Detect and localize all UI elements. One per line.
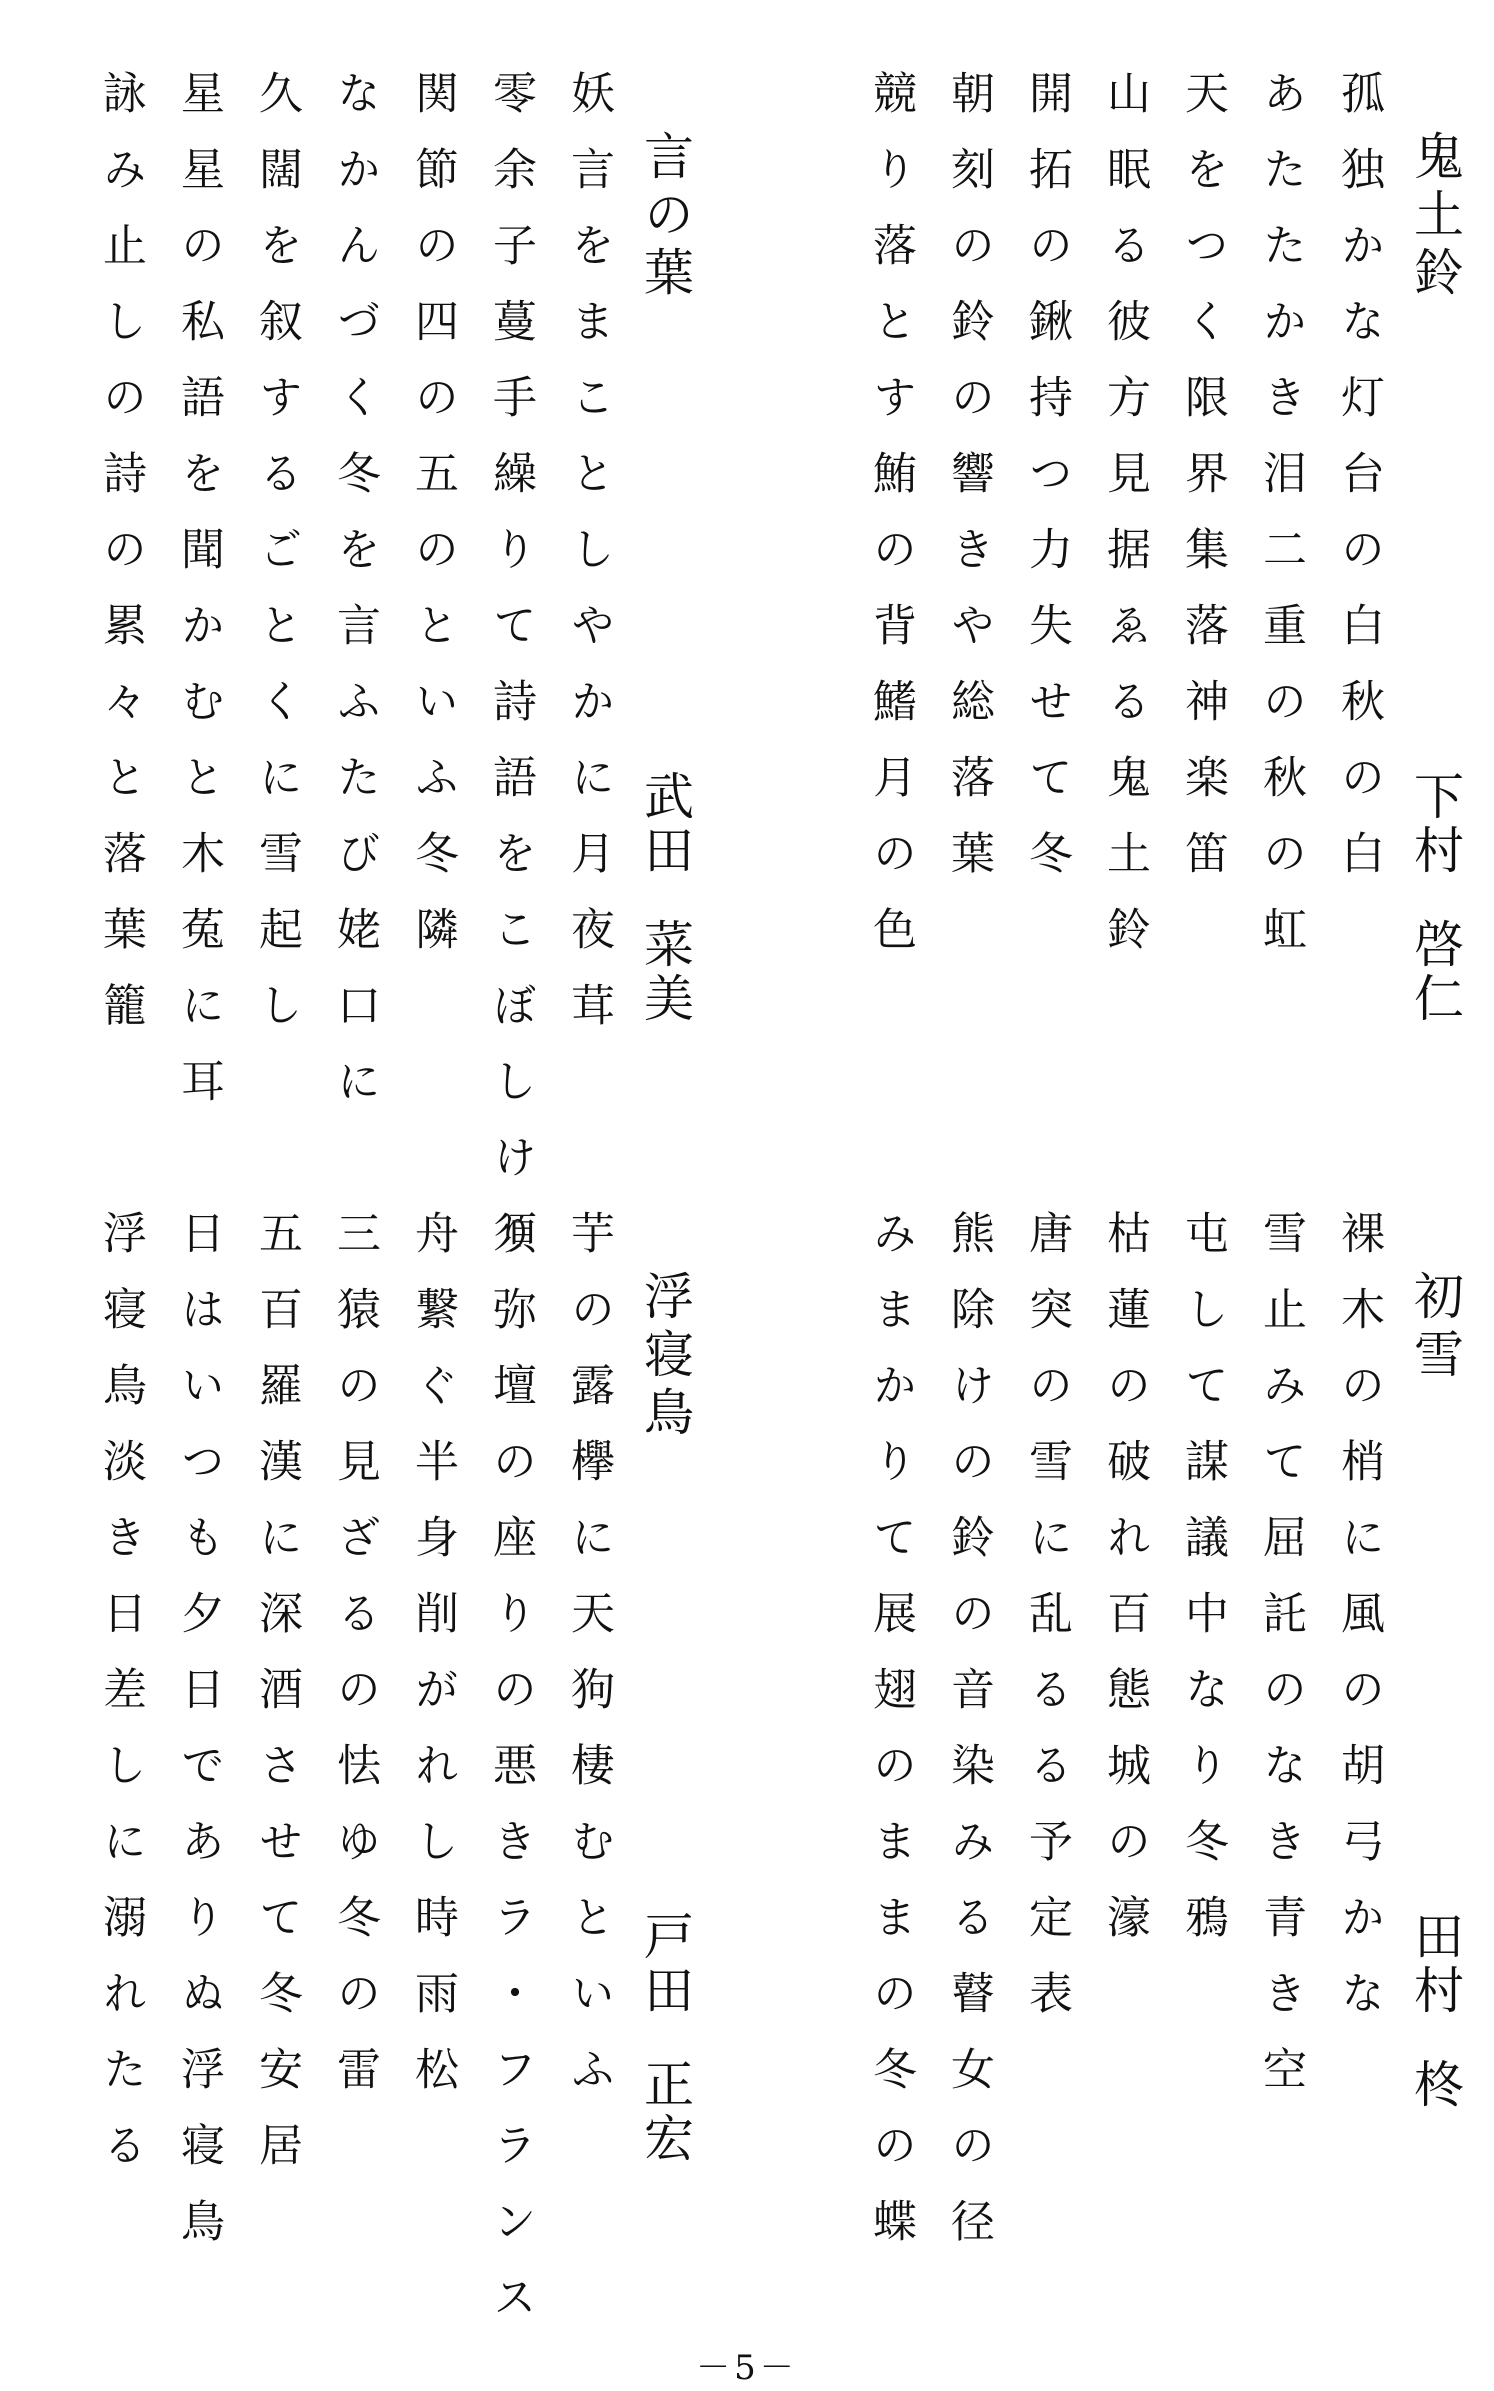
poem-line: 枯蓮の破れ百態城の濠 xyxy=(1099,1210,1150,1970)
poem-line: 須弥壇の座りの悪きラ・フランス xyxy=(485,1210,536,2350)
poem-line: 天をつく限界集落神楽笛 xyxy=(1177,70,1228,906)
poem-line: 屯して謀議中なり冬鴉 xyxy=(1177,1210,1228,1970)
poem-line: なかんづく冬を言ふたび姥口に xyxy=(329,70,380,1134)
section-title: 初雪 xyxy=(1406,1270,1464,1386)
author-name xyxy=(636,770,694,1026)
poem-line: あたたかき泪二重の秋の虹 xyxy=(1255,70,1306,982)
haiku-section-oni-dorei xyxy=(810,70,1464,1080)
poem-line: 三猿の見ざるの怯ゆ冬の雷 xyxy=(329,1210,380,2122)
poem-line: 日はいつも夕日でありぬ浮寝鳥 xyxy=(173,1210,224,2274)
haiku-section-ukinedori xyxy=(40,1210,694,2350)
poem-line: 朝刻の鈴の響きや総落葉 xyxy=(943,70,994,906)
author-name xyxy=(1406,1910,1464,2112)
author-family-name: 下村 xyxy=(1406,770,1464,878)
poem-line: 唐突の雪に乱るる予定表 xyxy=(1021,1210,1072,2046)
author-given-name: 菜美 xyxy=(636,918,694,1026)
section-title: 浮寝鳥 xyxy=(636,1270,694,1444)
section-title: 鬼土鈴 xyxy=(1406,130,1464,304)
poem-line: 雪止みて屈託のなき青き空 xyxy=(1255,1210,1306,2122)
poem-line: みまかりて展翅のままの冬の蝶 xyxy=(865,1210,916,2274)
haiku-section-kotonoha xyxy=(40,70,694,1286)
poem-line: 妖言をまことしやかに月夜茸 xyxy=(563,70,614,1058)
author-name xyxy=(636,1910,694,2166)
author-given-name: 柊 xyxy=(1406,2058,1464,2112)
author-family-name: 武田 xyxy=(636,770,694,878)
author-name xyxy=(1406,770,1464,1026)
poem-line: 競り落とす鮪の背鰭月の色 xyxy=(865,70,916,982)
poem-line: 久闊を叙するごとくに雪起し xyxy=(251,70,302,1058)
poem-line: 関節の四の五のといふ冬隣 xyxy=(407,70,458,982)
poem-line: 星星の私語を聞かむと木菟に耳 xyxy=(173,70,224,1134)
author-family-name: 戸田 xyxy=(636,1910,694,2018)
poem-line: 山眠る彼方見据ゑる鬼土鈴 xyxy=(1099,70,1150,982)
poem-line: 裸木の梢に風の胡弓かな xyxy=(1333,1210,1384,2046)
author-family-name: 田村 xyxy=(1406,1910,1464,2018)
poem-line: 開拓の鍬持つ力失せて冬 xyxy=(1021,70,1072,906)
poem-line: 孤独かな灯台の白秋の白 xyxy=(1333,70,1384,906)
poem-line: 零余子蔓手繰りて詩語をこぼしけり xyxy=(485,70,536,1286)
section-title: 言の葉 xyxy=(636,130,694,304)
poem-line: 熊除けの鈴の音染みる瞽女の径 xyxy=(943,1210,994,2274)
page-number: －5－ xyxy=(696,2348,798,2388)
poem-line: 浮寝鳥淡き日差しに溺れたる xyxy=(95,1210,146,2198)
haiku-section-hatsuyuki xyxy=(810,1210,1464,2274)
author-given-name: 正宏 xyxy=(636,2058,694,2166)
poem-line: 詠み止しの詩の累々と落葉籠 xyxy=(95,70,146,1058)
poem-line: 五百羅漢に深酒させて冬安居 xyxy=(251,1210,302,2198)
poem-line: 芋の露欅に天狗棲むといふ xyxy=(563,1210,614,2122)
author-given-name: 啓仁 xyxy=(1406,918,1464,1026)
poem-line: 舟繋ぐ半身削がれし時雨松 xyxy=(407,1210,458,2122)
